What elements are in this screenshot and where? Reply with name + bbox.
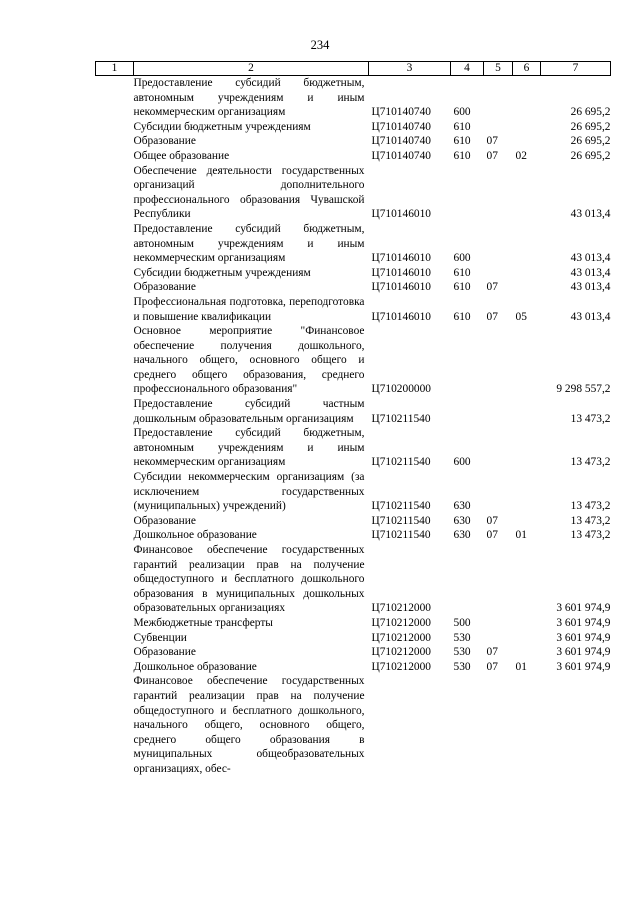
row-rz-cell bbox=[484, 543, 513, 616]
row-vr-cell bbox=[451, 164, 484, 222]
row-rz-cell: 07 bbox=[486, 514, 498, 527]
table-row bbox=[96, 280, 611, 295]
row-vr-cell: 600 bbox=[453, 252, 471, 265]
row-code-cell: Ц710140740 bbox=[371, 149, 431, 162]
row-vr-cell: 530 bbox=[453, 660, 471, 673]
table-row bbox=[96, 266, 611, 281]
row-amount-cell: 43 013,4 bbox=[570, 208, 611, 221]
row-pr-cell: 01 bbox=[515, 529, 527, 542]
row-amount-cell: 13 473,2 bbox=[570, 412, 611, 425]
row-amount-cell: 13 473,2 bbox=[570, 529, 611, 542]
row-pr-cell bbox=[513, 543, 541, 616]
row-vr-cell bbox=[451, 543, 484, 616]
table-row bbox=[96, 470, 611, 514]
row-spacer-cell bbox=[96, 528, 134, 543]
row-name-cell: Предоставление субсидий бюджетным, автономным учреждениям и иным некоммерческим организациям bbox=[133, 427, 365, 469]
column-header: 4 bbox=[451, 62, 484, 76]
row-rz-cell bbox=[484, 616, 513, 631]
row-vr-cell: 530 bbox=[453, 646, 471, 659]
row-pr-cell bbox=[513, 222, 541, 266]
row-code-cell: Ц710200000 bbox=[371, 383, 431, 396]
row-vr-cell bbox=[451, 397, 484, 426]
row-name-cell: Обеспечение деятельности государственных организаций дополнительного профессионального образования Чувашской Республики bbox=[133, 164, 365, 221]
row-rz-cell bbox=[484, 324, 513, 397]
row-amount-cell: 13 473,2 bbox=[570, 500, 611, 513]
row-name-cell: Дошкольное образование bbox=[133, 529, 257, 542]
column-header: 2 bbox=[134, 62, 369, 76]
row-vr-cell: 610 bbox=[453, 135, 471, 148]
table-row bbox=[96, 528, 611, 543]
row-name-cell: Дошкольное образование bbox=[133, 660, 257, 673]
row-vr-cell: 630 bbox=[453, 529, 471, 542]
row-code-cell bbox=[369, 674, 451, 776]
row-name-cell: Финансовое обеспечение государственных гарантий реализации прав на получение общедоступного и бесплатного дошкольного, начального общего, основного общего, среднего общего образования в муниципальных общеобразовательных организациях, обес- bbox=[133, 675, 365, 775]
row-rz-cell bbox=[484, 120, 513, 135]
column-header: 6 bbox=[513, 62, 541, 76]
row-spacer-cell bbox=[96, 324, 134, 397]
row-code-cell: Ц710212000 bbox=[371, 631, 431, 644]
row-code-cell: Ц710146010 bbox=[371, 252, 431, 265]
row-rz-cell: 07 bbox=[486, 646, 498, 659]
row-spacer-cell bbox=[96, 120, 134, 135]
row-name-cell: Предоставление субсидий бюджетным, автономным учреждениям и иным некоммерческим организациям bbox=[133, 222, 365, 265]
row-rz-cell: 07 bbox=[486, 149, 498, 162]
page-number: 234 bbox=[310, 38, 330, 52]
row-amount-cell: 26 695,2 bbox=[570, 149, 611, 162]
row-name-cell: Образование bbox=[133, 281, 196, 294]
row-vr-cell: 500 bbox=[453, 616, 471, 629]
row-pr-cell bbox=[513, 645, 541, 660]
table-row bbox=[96, 324, 611, 397]
row-rz-cell bbox=[484, 164, 513, 222]
row-code-cell: Ц710211540 bbox=[371, 456, 431, 469]
row-pr-cell bbox=[513, 280, 541, 295]
row-code-cell: Ц710211540 bbox=[371, 412, 431, 425]
row-pr-cell bbox=[513, 514, 541, 529]
row-pr-cell: 02 bbox=[515, 149, 527, 162]
table-row bbox=[96, 222, 611, 266]
table-row bbox=[96, 134, 611, 149]
row-spacer-cell bbox=[96, 631, 134, 646]
row-code-cell: Ц710212000 bbox=[371, 616, 431, 629]
row-spacer-cell bbox=[96, 149, 134, 164]
row-vr-cell: 610 bbox=[453, 120, 471, 133]
row-spacer-cell bbox=[96, 660, 134, 675]
row-amount-cell: 43 013,4 bbox=[570, 310, 611, 323]
row-rz-cell bbox=[484, 76, 513, 120]
table-row bbox=[96, 164, 611, 222]
row-pr-cell bbox=[513, 470, 541, 514]
row-spacer-cell bbox=[96, 514, 134, 529]
row-rz-cell bbox=[484, 631, 513, 646]
table-row bbox=[96, 645, 611, 660]
row-name-cell: Профессиональная подготовка, переподготовка и повышение квалификации bbox=[133, 295, 365, 323]
row-spacer-cell bbox=[96, 222, 134, 266]
row-spacer-cell bbox=[96, 295, 134, 324]
row-amount-cell bbox=[541, 674, 611, 776]
row-vr-cell: 600 bbox=[453, 106, 471, 119]
row-name-cell: Образование bbox=[133, 646, 196, 659]
row-pr-cell bbox=[513, 266, 541, 281]
table-row bbox=[96, 631, 611, 646]
row-amount-cell: 3 601 974,9 bbox=[556, 631, 611, 644]
row-spacer-cell bbox=[96, 470, 134, 514]
table-row bbox=[96, 76, 611, 120]
row-amount-cell: 3 601 974,9 bbox=[556, 616, 611, 629]
row-pr-cell: 01 bbox=[515, 660, 527, 673]
column-header: 5 bbox=[484, 62, 513, 76]
row-name-cell: Межбюджетные трансферты bbox=[133, 616, 273, 629]
table-row bbox=[96, 295, 611, 324]
row-amount-cell: 43 013,4 bbox=[570, 281, 611, 294]
row-amount-cell: 26 695,2 bbox=[570, 135, 611, 148]
row-name-cell: Образование bbox=[133, 514, 196, 527]
row-name-cell: Финансовое обеспечение государственных гарантий реализации прав на получение общедоступного и бесплатного дошкольного образования в муниципальных дошкольных образовательных организациях bbox=[133, 544, 365, 615]
table-row bbox=[96, 616, 611, 631]
row-rz-cell bbox=[484, 266, 513, 281]
row-vr-cell: 610 bbox=[453, 310, 471, 323]
table-header-row bbox=[96, 62, 611, 76]
row-vr-cell: 630 bbox=[453, 514, 471, 527]
row-code-cell: Ц710211540 bbox=[371, 529, 431, 542]
row-rz-cell: 07 bbox=[486, 135, 498, 148]
table-row bbox=[96, 397, 611, 426]
row-name-cell: Предоставление субсидий бюджетным, автономным учреждениям и иным некоммерческим организациям bbox=[133, 77, 365, 119]
table-body bbox=[96, 76, 611, 777]
row-code-cell: Ц710211540 bbox=[371, 514, 431, 527]
row-code-cell: Ц710140740 bbox=[371, 106, 431, 119]
row-pr-cell bbox=[513, 324, 541, 397]
row-spacer-cell bbox=[96, 674, 134, 776]
table-row bbox=[96, 674, 611, 776]
row-pr-cell: 05 bbox=[515, 310, 527, 323]
row-amount-cell: 13 473,2 bbox=[570, 514, 611, 527]
row-spacer-cell bbox=[96, 266, 134, 281]
row-pr-cell bbox=[513, 134, 541, 149]
column-header: 1 bbox=[96, 62, 134, 76]
row-rz-cell bbox=[484, 470, 513, 514]
row-pr-cell bbox=[513, 120, 541, 135]
row-spacer-cell bbox=[96, 616, 134, 631]
row-vr-cell: 610 bbox=[453, 149, 471, 162]
row-name-cell: Основное мероприятие "Финансовое обеспечение получения дошкольного, начального общего, основного общего и среднего общего образования, среднего профессионального образования" bbox=[133, 325, 365, 396]
row-code-cell: Ц710146010 bbox=[371, 281, 431, 294]
row-vr-cell: 600 bbox=[453, 456, 471, 469]
row-amount-cell: 3 601 974,9 bbox=[556, 646, 611, 659]
row-vr-cell bbox=[451, 324, 484, 397]
row-pr-cell bbox=[513, 76, 541, 120]
row-code-cell: Ц710212000 bbox=[371, 646, 431, 659]
table-row bbox=[96, 660, 611, 675]
row-pr-cell bbox=[513, 426, 541, 470]
row-vr-cell bbox=[451, 674, 484, 776]
row-vr-cell: 610 bbox=[453, 281, 471, 294]
row-name-cell: Субсидии бюджетным учреждениям bbox=[133, 266, 311, 279]
row-code-cell: Ц710212000 bbox=[371, 660, 431, 673]
row-amount-cell: 13 473,2 bbox=[570, 456, 611, 469]
row-rz-cell bbox=[484, 426, 513, 470]
row-amount-cell: 43 013,4 bbox=[570, 266, 611, 279]
row-vr-cell: 630 bbox=[453, 500, 471, 513]
row-pr-cell bbox=[513, 674, 541, 776]
row-code-cell: Ц710211540 bbox=[371, 500, 431, 513]
row-spacer-cell bbox=[96, 164, 134, 222]
row-rz-cell: 07 bbox=[486, 310, 498, 323]
row-amount-cell: 9 298 557,2 bbox=[556, 383, 611, 396]
row-spacer-cell bbox=[96, 645, 134, 660]
row-amount-cell: 3 601 974,9 bbox=[556, 602, 611, 615]
row-rz-cell: 07 bbox=[486, 281, 498, 294]
row-spacer-cell bbox=[96, 397, 134, 426]
row-code-cell: Ц710146010 bbox=[371, 310, 431, 323]
row-rz-cell bbox=[484, 222, 513, 266]
table-row bbox=[96, 149, 611, 164]
row-amount-cell: 26 695,2 bbox=[570, 120, 611, 133]
row-rz-cell: 07 bbox=[486, 529, 498, 542]
row-spacer-cell bbox=[96, 280, 134, 295]
row-code-cell: Ц710140740 bbox=[371, 135, 431, 148]
row-spacer-cell bbox=[96, 426, 134, 470]
row-rz-cell bbox=[484, 674, 513, 776]
row-rz-cell: 07 bbox=[486, 660, 498, 673]
row-spacer-cell bbox=[96, 134, 134, 149]
row-pr-cell bbox=[513, 164, 541, 222]
row-name-cell: Субсидии бюджетным учреждениям bbox=[133, 120, 311, 133]
row-name-cell: Субсидии некоммерческим организациям (за исключением государственных (муниципальных) учреждений) bbox=[133, 471, 365, 513]
table-row bbox=[96, 514, 611, 529]
row-amount-cell: 43 013,4 bbox=[570, 252, 611, 265]
table-row bbox=[96, 426, 611, 470]
row-rz-cell bbox=[484, 397, 513, 426]
row-code-cell: Ц710146010 bbox=[371, 208, 431, 221]
row-code-cell: Ц710140740 bbox=[371, 120, 431, 133]
budget-table bbox=[95, 61, 611, 777]
row-pr-cell bbox=[513, 616, 541, 631]
row-vr-cell: 610 bbox=[453, 266, 471, 279]
row-name-cell: Предоставление субсидий частным дошкольным образовательным организациям bbox=[133, 398, 365, 425]
row-name-cell: Общее образование bbox=[133, 149, 230, 162]
row-amount-cell: 3 601 974,9 bbox=[556, 660, 611, 673]
row-spacer-cell bbox=[96, 543, 134, 616]
table-row bbox=[96, 543, 611, 616]
column-header: 3 bbox=[369, 62, 451, 76]
table-row bbox=[96, 120, 611, 135]
row-code-cell: Ц710146010 bbox=[371, 266, 431, 279]
row-vr-cell: 530 bbox=[453, 631, 471, 644]
row-code-cell: Ц710212000 bbox=[371, 602, 431, 615]
row-pr-cell bbox=[513, 397, 541, 426]
row-pr-cell bbox=[513, 631, 541, 646]
row-name-cell: Образование bbox=[133, 135, 196, 148]
row-name-cell: Субвенции bbox=[133, 631, 187, 644]
row-spacer-cell bbox=[96, 76, 134, 120]
column-header: 7 bbox=[541, 62, 611, 76]
row-amount-cell: 26 695,2 bbox=[570, 106, 611, 119]
